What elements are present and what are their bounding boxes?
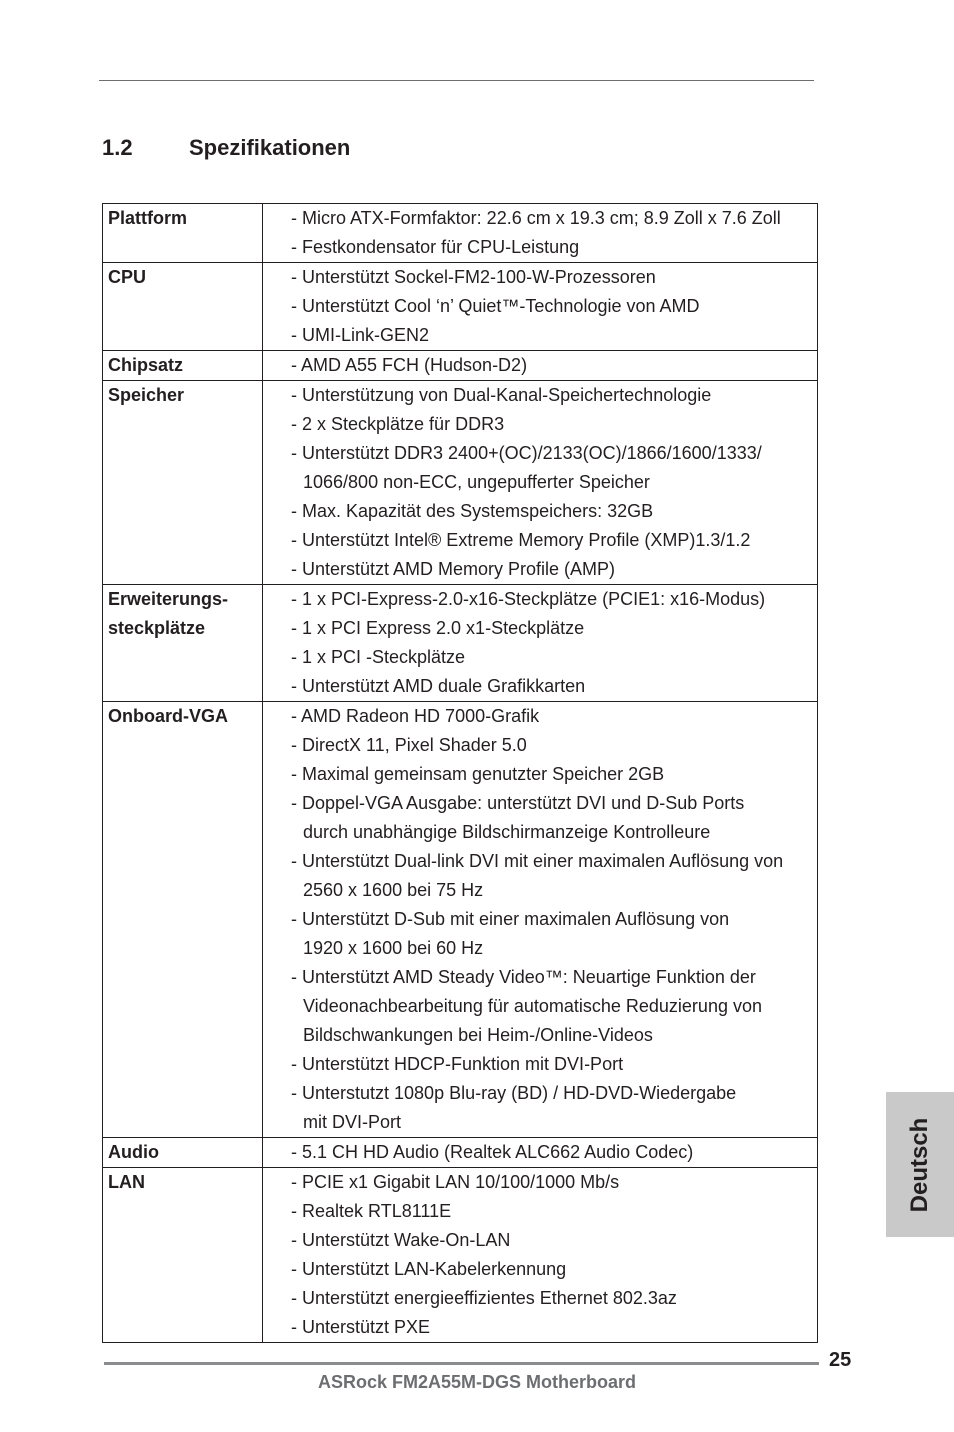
spec-item: - Unterstützt Sockel-FM2-100-W-Prozessoren [291, 267, 656, 287]
spec-values [263, 381, 817, 584]
spec-item: - Micro ATX-Formfaktor: 22.6 cm x 19.3 cm; 8.9 Zoll x 7.6 Zoll [291, 208, 781, 228]
spec-row [102, 701, 818, 1137]
spec-label-line: Erweiterungs- [108, 589, 229, 609]
spec-row [102, 203, 818, 262]
spec-item: - Unterstützt AMD duale Grafikkarten [291, 676, 586, 696]
spec-item: Bildschwankungen bei Heim-/Online-Videos [303, 1025, 653, 1045]
footer-product-name: ASRock FM2A55M-DGS Motherboard [317, 1372, 637, 1392]
spec-table [102, 203, 818, 1343]
spec-item: - Unterstützt PXE [291, 1317, 431, 1337]
spec-item: - Unterstützung von Dual-Kanal-Speichertechnologie [291, 385, 712, 405]
top-rule [99, 80, 814, 81]
spec-label-line: steckplätze [108, 618, 206, 638]
spec-item: - 5.1 CH HD Audio (Realtek ALC662 Audio Codec) [291, 1142, 694, 1162]
spec-values [263, 204, 817, 262]
spec-item: mit DVI-Port [303, 1112, 402, 1132]
spec-item: - Unterstützt energieeffizientes Ethernet 802.3az [291, 1288, 677, 1308]
spec-values [263, 702, 817, 1137]
spec-label [103, 702, 263, 1137]
spec-row [102, 350, 818, 380]
language-tab [886, 1092, 954, 1237]
spec-item: - Unterstützt HDCP-Funktion mit DVI-Port [291, 1054, 624, 1074]
spec-row [102, 1167, 818, 1343]
spec-item: - 1 x PCI Express 2.0 x1-Steckplätze [291, 618, 585, 638]
spec-item: durch unabhängige Bildschirmanzeige Kontrolleure [303, 822, 711, 842]
spec-label [103, 263, 263, 350]
spec-item: - AMD A55 FCH (Hudson-D2) [291, 355, 528, 375]
spec-row [102, 380, 818, 584]
spec-label [103, 1138, 263, 1167]
spec-values [263, 585, 817, 701]
spec-item: - 1 x PCI -Steckplätze [291, 647, 466, 667]
spec-label [103, 351, 263, 380]
spec-item: - Unterstützt Wake-On-LAN [291, 1230, 511, 1250]
language-tab-label: Deutsch [906, 1117, 933, 1212]
spec-label [103, 381, 263, 584]
spec-label [103, 585, 263, 701]
spec-item: - 2 x Steckplätze für DDR3 [291, 414, 505, 434]
spec-item: - Unterstützt D-Sub mit einer maximalen Auflösung von [291, 909, 730, 929]
spec-item: - 1 x PCI-Express-2.0-x16-Steckplätze (PCIE1: x16-Modus) [291, 589, 766, 609]
spec-values [263, 351, 817, 380]
spec-item: - Unterstützt Cool ‘n’ Quiet™-Technologie von AMD [291, 296, 700, 316]
spec-item: - Unterstutzt 1080p Blu-ray (BD) / HD-DVD-Wiedergabe [291, 1083, 737, 1103]
spec-item: Videonachbearbeitung für automatische Reduzierung von [303, 996, 762, 1016]
spec-label-line: Chipsatz [108, 355, 184, 375]
spec-label-line: Plattform [108, 208, 188, 228]
spec-label [103, 204, 263, 262]
spec-label-line: LAN [108, 1172, 145, 1192]
spec-values [263, 1168, 817, 1342]
spec-item: - DirectX 11, Pixel Shader 5.0 [291, 735, 527, 755]
spec-row [102, 262, 818, 350]
spec-item: - Realtek RTL8111E [291, 1201, 452, 1221]
spec-item: - PCIE x1 Gigabit LAN 10/100/1000 Mb/s [291, 1172, 620, 1192]
spec-item: - Unterstützt AMD Memory Profile (AMP) [291, 559, 616, 579]
section-title: Spezifikationen [189, 135, 351, 160]
spec-item: 1066/800 non-ECC, ungepufferter Speicher [303, 472, 650, 492]
spec-row [102, 584, 818, 701]
spec-label [103, 1168, 263, 1342]
spec-label-line: Audio [108, 1142, 159, 1162]
spec-item: - Max. Kapazität des Systemspeichers: 32GB [291, 501, 654, 521]
spec-item: - Unterstützt Intel® Extreme Memory Profile (XMP)1.3/1.2 [291, 530, 751, 550]
spec-item: - Unterstützt AMD Steady Video™: Neuartige Funktion der [291, 967, 756, 987]
spec-label-line: CPU [108, 267, 147, 287]
spec-item: - Unterstützt DDR3 2400+(OC)/2133(OC)/1866/1600/1333/ [291, 443, 762, 463]
spec-item: - Festkondensator für CPU-Leistung [291, 237, 580, 257]
section-number: 1.2 [102, 135, 133, 160]
spec-item: - Unterstützt Dual-link DVI mit einer maximalen Auflösung von [291, 851, 784, 871]
spec-item: - UMI-Link-GEN2 [291, 325, 430, 345]
spec-item: - Doppel-VGA Ausgabe: unterstützt DVI und D-Sub Ports [291, 793, 745, 813]
spec-item: - Maximal gemeinsam genutzter Speicher 2GB [291, 764, 665, 784]
spec-values [263, 1138, 817, 1167]
spec-item: 2560 x 1600 bei 75 Hz [303, 880, 484, 900]
spec-item: - Unterstützt LAN-Kabelerkennung [291, 1259, 567, 1279]
spec-item: - AMD Radeon HD 7000-Grafik [291, 706, 540, 726]
spec-item: 1920 x 1600 bei 60 Hz [303, 938, 484, 958]
spec-label-line: Speicher [108, 385, 185, 405]
bottom-rule [104, 1362, 819, 1365]
spec-label-line: Onboard-VGA [108, 706, 228, 726]
page-number: 25 [829, 1349, 852, 1371]
spec-values [263, 263, 817, 350]
spec-row [102, 1137, 818, 1167]
